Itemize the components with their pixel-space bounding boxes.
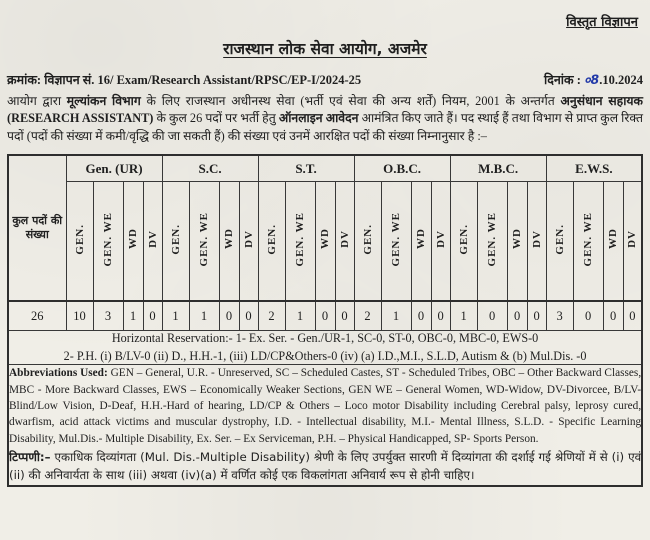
vacancy-value: 0	[573, 301, 603, 331]
sub-header-cell	[239, 182, 258, 302]
vacancy-value: 0	[315, 301, 335, 331]
sub-header-dv: DV	[242, 229, 255, 248]
vacancy-value: 0	[623, 301, 642, 331]
sub-header-cell	[573, 182, 603, 302]
vacancy-value: 1	[450, 301, 477, 331]
horizontal-reservation-note	[8, 331, 642, 365]
category-header-sc: S.C.	[162, 155, 258, 182]
category-header-gen-ur: Gen. (UR)	[66, 155, 162, 182]
vacancy-value: 0	[143, 301, 162, 331]
sub-header-cell	[411, 182, 431, 302]
sub-header-wd: WD	[223, 228, 236, 250]
vacancy-value: 0	[335, 301, 354, 331]
intro-seg5: के कुल 26 पदों पर भर्ती हेतु	[153, 111, 279, 126]
reservation-line-1: Horizontal Reservation:- 1- Ex. Ser. - Gen./UR-1, SC-0, ST-0, OBC-0, MBC-0, EWS-0	[111, 331, 539, 346]
sub-header-cell	[381, 182, 411, 302]
date-rest: .10.2024	[599, 73, 643, 87]
sub-header-wd: WD	[511, 228, 524, 250]
date-label: दिनांक :	[543, 73, 581, 87]
sub-header-gen: GEN.	[73, 223, 86, 255]
vacancy-value: 0	[477, 301, 507, 331]
vacancy-value: 0	[603, 301, 623, 331]
intro-dept-bold: मूल्यांकन विभाग	[66, 94, 141, 108]
abbreviations-note	[8, 365, 642, 486]
sub-header-cell	[143, 182, 162, 302]
date	[544, 71, 643, 88]
sub-header-dv: DV	[530, 229, 543, 248]
sub-header-cell	[450, 182, 477, 302]
intro-seg1: आयोग द्वारा	[7, 94, 67, 108]
intro-post-bold: अनुसंधान सहायक (RESEARCH ASSISTANT)	[7, 94, 643, 126]
sub-header-gen: GEN.	[361, 223, 374, 255]
sub-header-dv: DV	[338, 229, 351, 248]
sub-header-dv: DV	[626, 229, 639, 248]
subcategory-header-row	[8, 182, 642, 302]
vacancy-value: 2	[258, 301, 285, 331]
vacancy-value: 1	[123, 301, 143, 331]
vacancy-value: 0	[411, 301, 431, 331]
hindi-note	[9, 449, 641, 484]
vacancy-value: 1	[381, 301, 411, 331]
intro-seg7: आमंत्रित किए जाते हैं। पद स्थाई हैं तथा विभाग से प्राप्त कुल रिक्त पदों (पदों की संख्या में कमी/वृद्धि की जा सकती हैं) की संख्या एवं उनमें आरक्षित पदों की संख्या निम्नानुसार है :–	[7, 111, 643, 143]
vacancy-table	[7, 154, 643, 486]
vacancy-value: 1	[285, 301, 315, 331]
sub-header-cell	[219, 182, 239, 302]
hindi-note-label: टिप्पणी:–	[9, 450, 51, 465]
sub-header-wd: WD	[415, 228, 428, 250]
sub-header-cell	[189, 182, 219, 302]
sub-header-gen: GEN.	[169, 223, 182, 255]
sub-header-cell	[431, 182, 450, 302]
sub-header-gen-we: GEN. WE	[198, 211, 211, 267]
sub-header-cell	[354, 182, 381, 302]
sub-header-cell	[93, 182, 123, 302]
abbreviations-row	[8, 365, 642, 486]
abbreviations-label: Abbreviations Used:	[9, 367, 108, 380]
detailed-advertisement-label: विस्तृत विज्ञापन	[566, 15, 638, 30]
intro-seg3: के लिए राजस्थान अधीनस्थ सेवा (भर्ती एवं सेवा की अन्य शर्तें) नियम, 2001 के अन्तर्गत	[140, 94, 561, 108]
intro-online-bold: ऑनलाइन आवेदन	[278, 111, 359, 126]
advertisement-number: क्रमांक: विज्ञापन सं. 16/ Exam/Research Assistant/RPSC/EP-I/2024-25	[7, 73, 362, 87]
vacancy-value: 0	[527, 301, 546, 331]
sub-header-cell	[285, 182, 315, 302]
vacancy-value: 10	[66, 301, 93, 331]
sub-header-gen-we: GEN. WE	[294, 211, 307, 267]
category-header-obc: O.B.C.	[354, 155, 450, 182]
sub-header-cell	[603, 182, 623, 302]
sub-header-gen: GEN.	[265, 223, 278, 255]
vacancy-value: 3	[93, 301, 123, 331]
vacancy-value: 0	[219, 301, 239, 331]
sub-header-wd: WD	[127, 228, 139, 250]
horizontal-reservation-row	[8, 331, 642, 365]
sub-header-gen: GEN.	[553, 223, 566, 255]
sub-header-gen: GEN.	[457, 223, 470, 255]
category-header-ews: E.W.S.	[546, 155, 642, 182]
vacancy-data-row	[8, 301, 642, 331]
sub-header-dv: DV	[146, 229, 159, 248]
vacancy-value: 2	[354, 301, 381, 331]
sub-header-cell	[335, 182, 354, 302]
sub-header-cell	[507, 182, 527, 302]
sub-header-dv: DV	[434, 229, 447, 248]
reservation-line-2: 2- P.H. (i) B/LV-0 (ii) D., H.H.-1, (iii) LD/CP&Others-0 (iv) (a) I.D.,M.I., S.L.D, Autism & (b) Mul.Dis. -0	[63, 349, 587, 364]
sub-header-cell	[546, 182, 573, 302]
total-posts-value: 26	[8, 301, 66, 331]
sub-header-wd: WD	[319, 228, 332, 250]
abbreviations-paragraph	[9, 365, 641, 447]
vacancy-value: 1	[189, 301, 219, 331]
sub-header-cell	[477, 182, 507, 302]
intro-paragraph	[7, 93, 643, 145]
sub-header-gen-we: GEN. WE	[486, 211, 499, 267]
abbreviations-text: GEN – General, U.R. - Unreserved, SC – Scheduled Castes, ST - Scheduled Tribes, OBC – Other Backward Classes, MBC - More Backward Classes, EWS – Economically Weaker Sections, GEN WE – General Women, WD-Widow, DV-Divorcee, B/LV- Blind/Low Vision, D-Deaf, H.H.-Hard of hearing, LD/CP & Others – Loco motor Disability including Cerebral palsy, leprosy cured, dwarfism, acid attack victims and muscular dystrophy, I.D. - Intellectual disability, M.I.- Mental Illness, S.L.D. - Specific Learning Disability, Mul.Dis.- Multiple Disability, Ex. Ser. – Ex Serviceman, P.H. – Physical Handicapped, SP- Sports Person.	[9, 367, 642, 445]
sub-header-cell	[123, 182, 143, 302]
sub-header-cell	[623, 182, 642, 302]
total-posts-header-cell: कुल पदों की संख्या	[8, 155, 66, 301]
category-header-row	[8, 155, 642, 182]
vacancy-value: 0	[507, 301, 527, 331]
sub-header-gen-we: GEN. WE	[390, 211, 403, 267]
reference-row	[7, 71, 643, 88]
vacancy-value: 3	[546, 301, 573, 331]
sub-header-gen-we: GEN. WE	[582, 211, 595, 267]
sub-header-cell	[162, 182, 189, 302]
vacancy-value: 0	[431, 301, 450, 331]
vacancy-value: 0	[239, 301, 258, 331]
sub-header-gen-we: GEN. WE	[102, 211, 114, 267]
sub-header-cell	[315, 182, 335, 302]
sub-header-wd: WD	[607, 228, 620, 250]
hindi-note-text: एकाधिक दिव्यांगता (Mul. Dis.-Multiple Disability) श्रेणी के लिए उपर्युक्त सारणी में दिव्यांगता की दर्शाई गई श्रेणियों में से (i) एवं (ii) की अनिवार्यता के साथ (iii) अथवा (iv)(a) में वर्णित कोई एक विकलांगता अनिवार्य रूप से होनी चाहिए।	[9, 450, 642, 482]
category-header-mbc: M.B.C.	[450, 155, 546, 182]
commission-title: राजस्थान लोक सेवा आयोग, अजमेर	[223, 40, 427, 58]
vacancy-value: 1	[162, 301, 189, 331]
sub-header-cell	[66, 182, 93, 302]
sub-header-cell	[527, 182, 546, 302]
date-day-handwritten: ०8	[583, 71, 600, 88]
sub-header-cell	[258, 182, 285, 302]
category-header-st: S.T.	[258, 155, 354, 182]
